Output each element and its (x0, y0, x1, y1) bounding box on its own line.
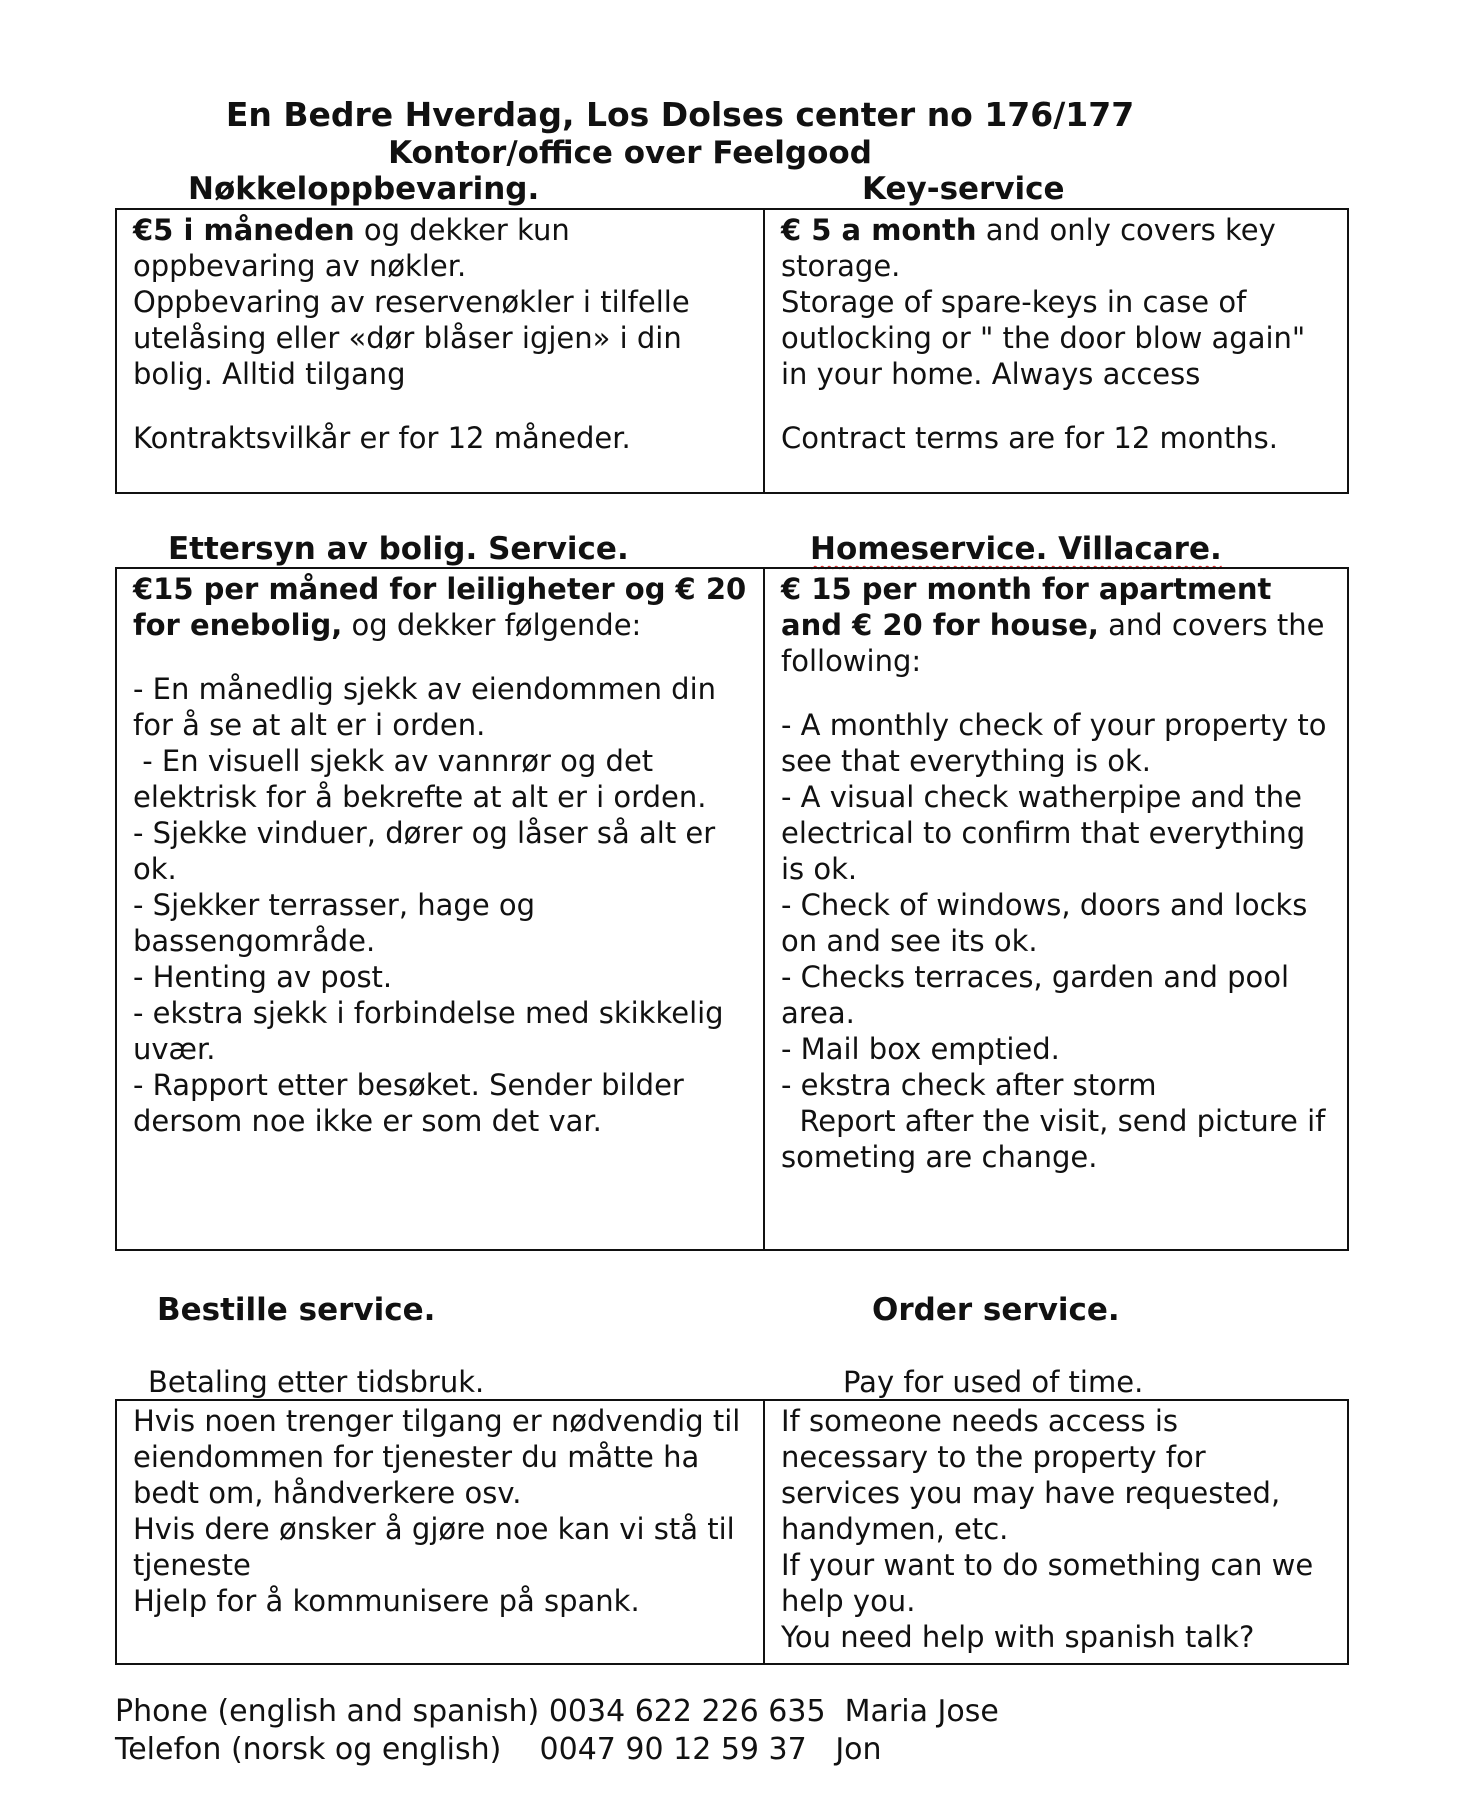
list-item: - ekstra sjekk i forbindelse med skikkelig uvær. (133, 996, 724, 1066)
order-line-no: Hvis noen trenger tilgang er nødvendig til eiendommen for tjenester du måtte ha bedt om, håndverkere osv. (133, 1404, 741, 1510)
list-item: - ekstra check after storm (781, 1068, 1157, 1102)
key-terms-en: Contract terms are for 12 months. (781, 421, 1278, 455)
key-price-no: €5 i måneden og dekker kun oppbevaring av nøkler. (133, 213, 570, 283)
list-item: - A monthly check of your property to see that everything is ok. (781, 708, 1327, 778)
list-item: - Sjekker terrasser, hage og bassengområde. (133, 888, 536, 958)
order-heading-en: Order service. (872, 1292, 1120, 1328)
order-service-en-cell (764, 1400, 1348, 1664)
key-service-en-cell (764, 209, 1348, 493)
order-service-table (115, 1399, 1349, 1665)
order-line-en: If your want to do something can we help you. (781, 1548, 1314, 1618)
page-title: En Bedre Hverdag, Los Dolses center no 176/177 (225, 95, 1135, 134)
contact-line-telefon: Telefon (norsk og english) 0047 90 12 59 37 Jon (115, 1732, 882, 1767)
home-service-no-cell (116, 568, 764, 1250)
order-subheading-no: Betaling etter tidsbruk. (148, 1365, 485, 1399)
home-price-en: € 15 per month for apartment and € 20 for house, and covers the following: (781, 572, 1325, 678)
key-desc-en: Storage of spare-keys in case of outlocking or " the door blow again" in your home. Always access (781, 285, 1306, 391)
list-item: - A visual check watherpipe and the electrical to confirm that everything is ok. (781, 780, 1306, 886)
order-heading-no: Bestille service. (157, 1292, 436, 1328)
list-item: - En månedlig sjekk av eiendommen din for å se at alt er i orden. (133, 672, 717, 742)
order-line-no: Hvis dere ønsker å gjøre noe kan vi stå til tjeneste (133, 1512, 735, 1582)
home-heading-no: Ettersyn av bolig. Service. (168, 531, 629, 567)
key-price-en: € 5 a month and only covers key storage. (781, 213, 1276, 283)
order-line-no: Hjelp for å kommunisere på spank. (133, 1584, 640, 1618)
list-item: - Check of windows, doors and locks on and see its ok. (781, 888, 1308, 958)
home-heading-en: Homeservice. Villacare. (810, 531, 1222, 567)
key-terms-no: Kontraktsvilkår er for 12 måneder. (133, 421, 631, 455)
home-service-table (115, 567, 1349, 1251)
home-service-en-cell (764, 568, 1348, 1250)
list-item: - Rapport etter besøket. Sender bilder dersom noe ikke er som det var. (133, 1068, 684, 1138)
home-price-no: €15 per måned for leiligheter og € 20 for enebolig, og dekker følgende: (133, 572, 747, 642)
list-item: - Checks terraces, garden and pool area. (781, 960, 1290, 1030)
list-item: Report after the visit, send picture if someting are change. (781, 1104, 1335, 1174)
order-service-no-cell (116, 1400, 764, 1664)
order-line-en: You need help with spanish talk? (781, 1620, 1255, 1654)
key-heading-en: Key-service (862, 171, 1065, 207)
contact-line-phone: Phone (english and spanish) 0034 622 226 635 Maria Jose (115, 1694, 999, 1729)
key-service-no-cell (116, 209, 764, 493)
list-item: - En visuell sjekk av vannrør og det elektrisk for å bekrefte at alt er i orden. (133, 744, 707, 814)
key-desc-no: Oppbevaring av reservenøkler i tilfelle utelåsing eller «dør blåser igjen» i din bolig. Alltid tilgang (133, 285, 690, 391)
order-line-en: If someone needs access is necessary to the property for services you may have requested, handymen, etc. (781, 1404, 1281, 1546)
key-heading-no: Nøkkeloppbevaring. (188, 171, 540, 207)
page-subtitle: Kontor/office over Feelgood (388, 135, 872, 171)
list-item: - Henting av post. (133, 960, 393, 994)
order-subheading-en: Pay for used of time. (843, 1365, 1144, 1399)
key-service-table (115, 208, 1349, 494)
list-item: - Sjekke vinduer, dører og låser så alt er ok. (133, 816, 716, 886)
list-item: - Mail box emptied. (781, 1032, 1060, 1066)
